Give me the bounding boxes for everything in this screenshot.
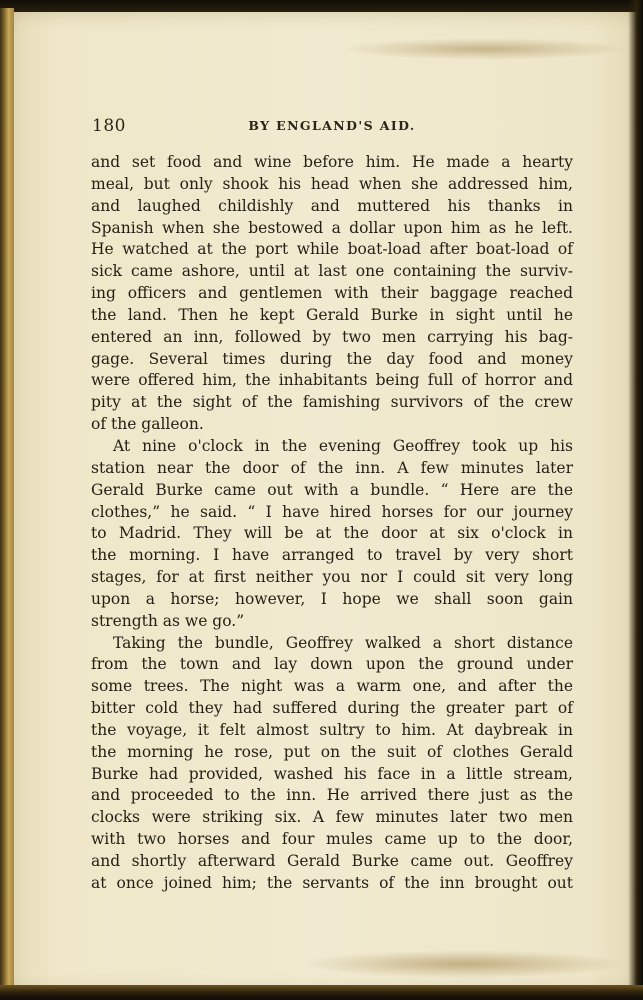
text-line: with two horses and four mules came up to the door, — [91, 830, 573, 849]
text-line: from the town and lay down upon the ground under — [91, 655, 573, 674]
text-line: At nine o'clock in the evening Geoffrey took up his — [113, 436, 573, 455]
text-line: ing officers and gentlemen with their baggage reached — [91, 284, 573, 303]
text-line: the morning. I have arranged to travel by very short — [91, 546, 573, 565]
text-line: Burke had provided, washed his face in a little stream, — [91, 764, 573, 783]
paragraph — [91, 152, 573, 436]
text-line: were offered him, the inhabitants being full of horror and — [91, 371, 573, 390]
text-line: strength as we go.” — [91, 611, 245, 630]
text-line: stages, for at first neither you nor I could sit very long — [91, 568, 573, 587]
text-line: and laughed childishly and muttered his thanks in — [91, 196, 573, 215]
text-line: bitter cold they had suffered during the greater part of — [91, 699, 573, 718]
text-line: gage. Several times during the day food and money — [91, 349, 573, 368]
text-line: the land. Then he kept Gerald Burke in sight until he — [91, 305, 573, 324]
text-line: and set food and wine before him. He made a hearty — [91, 153, 573, 171]
text-line: clocks were striking six. A few minutes later two men — [91, 808, 573, 827]
text-line: the voyage, it felt almost sultry to him. At daybreak in — [91, 720, 573, 739]
text-line: some trees. The night was a warm one, and after the — [91, 677, 573, 696]
page-number: 180 — [92, 116, 126, 136]
text-line: and proceeded to the inn. He arrived there just as the — [91, 786, 573, 805]
running-head: BY ENGLAND'S AID. — [248, 118, 416, 133]
text-line: of the galleon. — [91, 415, 204, 434]
text-line: sick came ashore, until at last one containing the surviv- — [91, 262, 573, 281]
text-line: Gerald Burke came out with a bundle. “ Here are the — [91, 480, 573, 499]
text-line: entered an inn, followed by two men carrying his bag- — [91, 327, 573, 346]
text-line: pity at the sight of the famishing survivors of the crew — [91, 393, 573, 412]
text-line: Taking the bundle, Geoffrey walked a short distance — [113, 633, 573, 652]
text-line: station near the door of the inn. A few minutes later — [91, 458, 573, 477]
scan-bottom-edge — [0, 985, 643, 1000]
paragraph — [91, 436, 573, 633]
paragraph — [91, 633, 573, 895]
book-spine-edge — [0, 8, 14, 993]
text-line: Spanish when she bestowed a dollar upon him as he left. — [91, 218, 573, 237]
text-line: and shortly afterward Gerald Burke came out. Geoffrey — [91, 852, 573, 870]
body-text — [91, 152, 573, 895]
text-line: clothes,” he said. “ I have hired horses for our journey — [91, 502, 573, 521]
scan-shadow-streak — [340, 38, 630, 60]
text-line: upon a horse; however, I hope we shall soon gain — [91, 589, 573, 608]
scan-shadow-streak — [300, 950, 630, 978]
text-line: to Madrid. They will be at the door at six o'clock in — [91, 524, 573, 543]
text-line: He watched at the port while boat-load after boat-load of — [91, 240, 573, 259]
page-header — [92, 116, 572, 140]
text-line: meal, but only shook his head when she addressed him, — [91, 174, 573, 193]
scan-right-edge — [628, 0, 643, 1000]
text-line: at once joined him; the servants of the inn brought out — [91, 873, 573, 892]
text-line: the morning he rose, put on the suit of clothes Gerald — [91, 742, 573, 761]
